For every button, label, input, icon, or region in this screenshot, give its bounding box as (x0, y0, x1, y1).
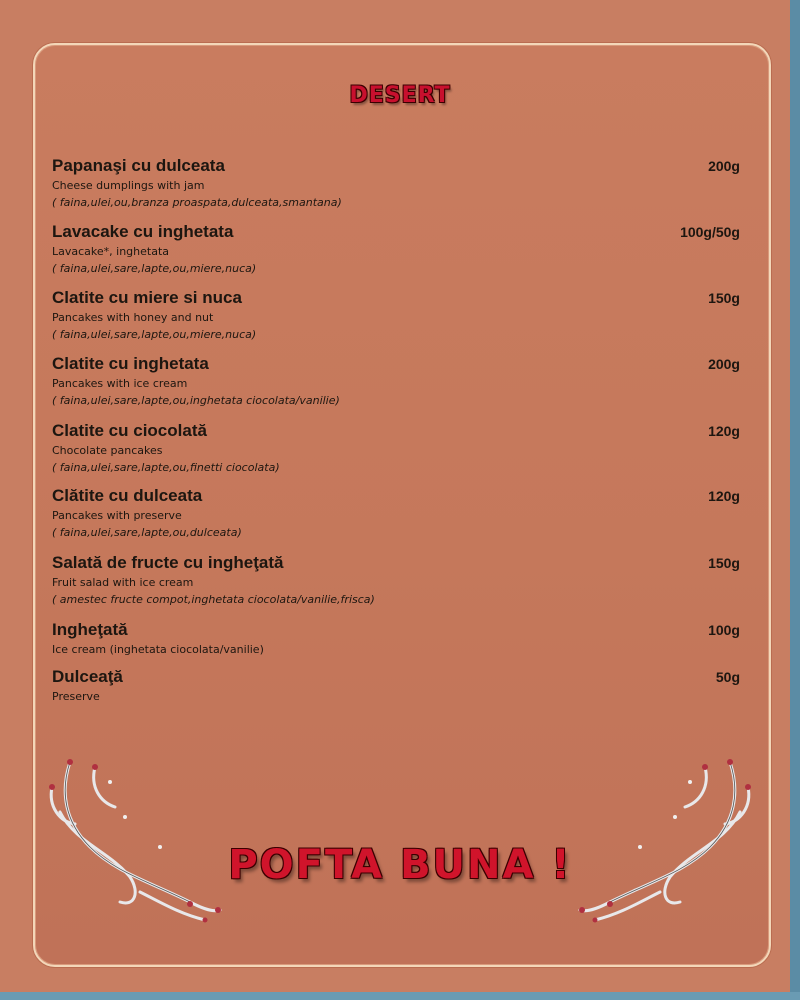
menu-title: DESERT (349, 83, 451, 108)
item-price: 200g (708, 158, 740, 174)
item-name: Ingheţată (52, 620, 128, 639)
menu-item (52, 421, 742, 477)
item-name: Clatite cu miere si nuca (52, 288, 242, 307)
item-price: 100g (708, 622, 740, 638)
item-ingredients: ( faina,ulei,sare,lapte,ou,miere,nuca) (52, 262, 257, 275)
item-description: Cheese dumplings with jam (52, 179, 205, 192)
page-bottom-shadow (0, 992, 800, 1000)
item-ingredients: ( faina,ulei,sare,lapte,ou,miere,nuca) (52, 328, 257, 341)
item-description: Preserve (52, 690, 100, 703)
item-price: 50g (715, 669, 740, 685)
item-name: Clătite cu dulceata (52, 486, 203, 505)
menu-item (52, 156, 742, 212)
item-ingredients: ( amestec fructe compot,inghetata ciocolata/vanilie,frisca) (52, 593, 375, 606)
item-description: Pancakes with preserve (52, 509, 182, 522)
item-name: Papanaşi cu dulceata (52, 156, 225, 175)
item-ingredients: ( faina,ulei,sare,lapte,ou,inghetata ciocolata/vanilie) (52, 394, 340, 407)
item-description: Lavacake*, inghetata (52, 245, 170, 258)
menu-item (52, 620, 742, 658)
item-name: Salată de fructe cu ingheţată (52, 553, 284, 572)
footer-greeting: POFTA BUNA ! (228, 842, 572, 888)
item-name: Lavacake cu inghetata (52, 222, 234, 241)
item-ingredients: ( faina,ulei,sare,lapte,ou,finetti ciocolata) (52, 461, 280, 474)
item-price: 120g (708, 423, 740, 439)
item-description: Pancakes with ice cream (52, 377, 188, 390)
floral-swirl-icon (570, 752, 760, 927)
item-price: 100g/50g (680, 224, 740, 240)
item-description: Ice cream (inghetata ciocolata/vanilie) (52, 643, 264, 656)
item-price: 200g (708, 356, 740, 372)
menu-item (52, 667, 742, 705)
item-name: Clatite cu inghetata (52, 354, 209, 373)
item-price: 120g (708, 488, 740, 504)
item-ingredients: ( faina,ulei,ou,branza proaspata,dulceata,smantana) (52, 196, 342, 209)
menu-item (52, 288, 742, 344)
item-description: Fruit salad with ice cream (52, 576, 194, 589)
item-description: Pancakes with honey and nut (52, 311, 214, 324)
menu-item (52, 222, 742, 278)
menu-item (52, 354, 742, 410)
item-price: 150g (708, 555, 740, 571)
menu-item (52, 553, 742, 609)
menu-item (52, 486, 742, 542)
floral-swirl-icon (40, 752, 230, 927)
item-ingredients: ( faina,ulei,sare,lapte,ou,dulceata) (52, 526, 242, 539)
item-name: Dulceaţă (52, 667, 123, 686)
item-name: Clatite cu ciocolată (52, 421, 207, 440)
item-description: Chocolate pancakes (52, 444, 163, 457)
item-price: 150g (708, 290, 740, 306)
